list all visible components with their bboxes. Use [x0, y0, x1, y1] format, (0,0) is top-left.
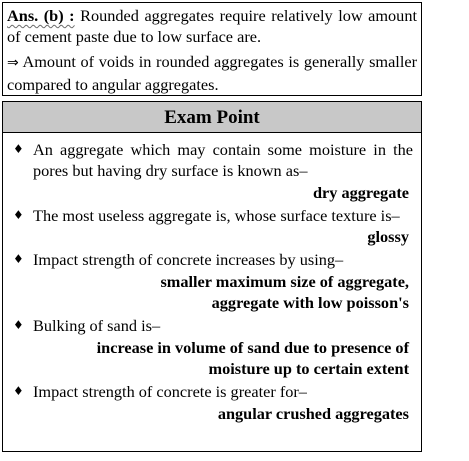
exam-answer-line: increase in volume of sand due to presence of: [96, 338, 409, 357]
exam-point-box: [2, 101, 422, 452]
exam-question: Impact strength of concrete increases by using–: [33, 250, 344, 269]
diamond-bullet-icon: ♦: [13, 142, 24, 156]
exam-point-item: [9, 249, 413, 313]
exam-point-item: [9, 205, 413, 247]
exam-answer-line: moisture up to certain extent: [208, 359, 409, 378]
diamond-bullet-icon: ♦: [13, 208, 24, 222]
exam-question: Impact strength of concrete is greater for–: [33, 382, 307, 401]
exam-answer-line: [33, 292, 413, 313]
answer-note-paragraph: [7, 51, 417, 95]
exam-point-item: [9, 315, 413, 379]
exam-answer-line-text: aggregate with low poisson's: [211, 293, 409, 312]
exam-point-list: [3, 133, 421, 424]
exam-answer: dry aggregate: [312, 183, 409, 202]
answer-box: [2, 2, 422, 96]
exam-question: An aggregate which may contain some moisture in the pores but having dry surface is known as–: [33, 140, 413, 180]
right-arrow-icon: ⇒: [7, 55, 19, 71]
exam-question-text: The most useless aggregate is, whose surface texture is–: [33, 206, 400, 225]
exam-question: [33, 205, 413, 246]
answer-label: Ans. (b) :: [7, 6, 75, 25]
diamond-bullet-icon: ♦: [13, 318, 24, 332]
exam-question: Bulking of sand is–: [33, 316, 161, 335]
answer-paragraph: [7, 5, 417, 47]
answer-text: Rounded aggregates require relatively low amount of cement paste due to low surface are.: [7, 6, 417, 46]
exam-point-title: Exam Point: [3, 102, 421, 133]
exam-answer-line: smaller maximum size of aggregate,: [160, 272, 409, 291]
exam-answer: glossy: [367, 227, 409, 246]
diamond-bullet-icon: ♦: [13, 252, 24, 266]
diamond-bullet-icon: ♦: [13, 384, 24, 398]
exam-answer: angular crushed aggregates: [217, 404, 409, 423]
exam-point-item: [9, 381, 413, 424]
exam-point-item: [9, 139, 413, 203]
answer-note: Amount of voids in rounded aggregates is generally smaller compared to angular aggregates.: [7, 52, 417, 94]
